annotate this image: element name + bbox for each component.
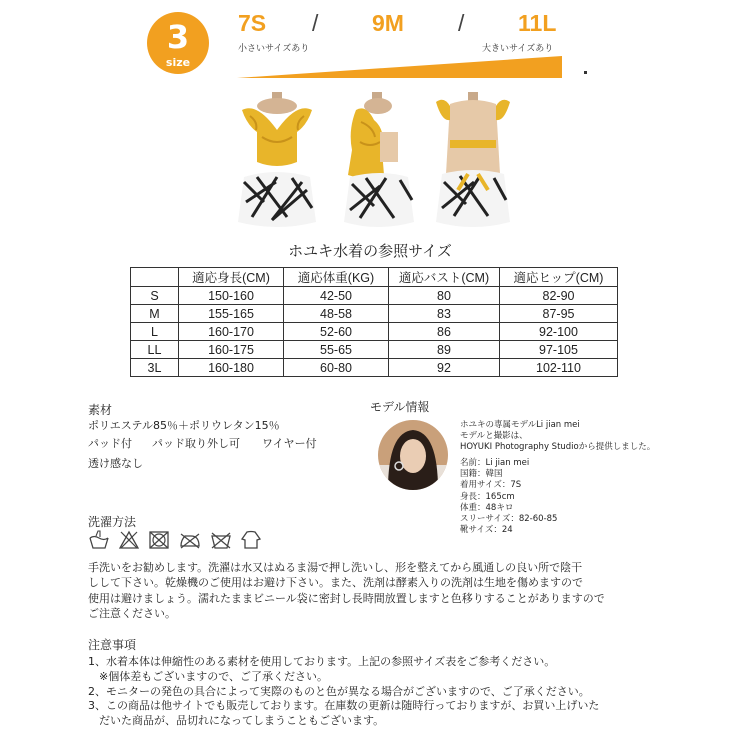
note-line: 3、この商品は他サイトでも販売しております。在庫数の更新は随時行っておりますが、お買い上げいた xyxy=(88,699,600,713)
table-cell: 160-180 xyxy=(179,359,284,377)
model-heading: モデル情報 xyxy=(370,400,430,414)
notes-heading: 注意事項 xyxy=(88,638,137,652)
table-cell: 89 xyxy=(389,341,500,359)
size-chart-table xyxy=(130,267,618,377)
model-intro-line: モデルと撮影は、 xyxy=(460,431,528,442)
material-heading: 素材 xyxy=(88,403,113,417)
note-line: 2、モニターの発色の具合によって実際のものと色が異なる場合がございますので、ご了承ください。 xyxy=(88,684,590,698)
table-header-cell: 適応バスト(CM) xyxy=(389,268,500,287)
table-cell: L xyxy=(131,323,179,341)
size-label-9m: 9M xyxy=(372,10,404,36)
swimsuit-side-photo xyxy=(336,92,426,232)
hand-wash-icon xyxy=(88,530,110,550)
table-header-cell: 適応体重(KG) xyxy=(284,268,389,287)
model-wearing-size: 着用サイズ：7S xyxy=(460,480,522,491)
wire-included: ワイヤー付 xyxy=(262,437,317,450)
table-cell: 102-110 xyxy=(500,359,618,377)
table-row xyxy=(131,359,618,377)
table-header-cell: 適応身長(CM) xyxy=(179,268,284,287)
table-cell: 160-170 xyxy=(179,323,284,341)
pad-included: パッド付 xyxy=(88,437,132,450)
wash-line: ご注意ください。 xyxy=(88,607,176,621)
model-height: 身長：165cm xyxy=(460,491,515,502)
table-cell: 80 xyxy=(389,287,500,305)
wash-heading: 洗濯方法 xyxy=(88,515,137,529)
model-weight: 体重：48キロ xyxy=(460,502,514,513)
model-avatar xyxy=(378,420,448,490)
model-nationality: 国籍：韓国 xyxy=(460,469,503,480)
table-cell: 60-80 xyxy=(284,359,389,377)
model-shoe-size: 靴サイズ：24 xyxy=(460,525,513,536)
badge-number: 3 xyxy=(166,18,190,56)
table-cell: 92 xyxy=(389,359,500,377)
material-composition: ポリエステル85％＋ポリウレタン15％ xyxy=(88,419,280,432)
dot-mark xyxy=(584,71,587,74)
size-scale-wedge xyxy=(237,56,562,78)
table-cell: M xyxy=(131,305,179,323)
model-intro xyxy=(460,420,655,454)
model-name: 名前：Li jian mei xyxy=(460,458,530,468)
table-cell: 83 xyxy=(389,305,500,323)
size-label-11l: 11L xyxy=(518,10,557,36)
table-cell: S xyxy=(131,287,179,305)
size-table-title: ホユキ水着の参照サイズ xyxy=(288,242,452,260)
table-header-cell xyxy=(131,268,179,287)
large-size-note: 大きいサイズあり xyxy=(482,44,554,54)
table-cell: 82-90 xyxy=(500,287,618,305)
table-cell: 86 xyxy=(389,323,500,341)
table-cell: 160-175 xyxy=(179,341,284,359)
wash-line: 使用は避けましょう。濡れたままビニール袋に密封し長時間放置しますと色移りすることがありますので xyxy=(88,591,605,605)
wash-line: しして下さい。乾燥機のご使用はお避け下さい。また、洗剤は酵素入りの洗剤は生地を傷めますので xyxy=(88,576,583,590)
table-row xyxy=(131,341,618,359)
note-line: だいた商品が、品切れになってしまうこともございます。 xyxy=(88,714,385,728)
table-row xyxy=(131,323,618,341)
model-three-sizes: スリーサイズ：82-60-85 xyxy=(460,514,558,525)
table-cell: LL xyxy=(131,341,179,359)
size-label-7s: 7S xyxy=(238,10,267,36)
model-intro-line: HOYUKI Photography Studioから提供しました。 xyxy=(460,442,656,453)
wash-instructions xyxy=(88,560,608,622)
table-row xyxy=(131,287,618,305)
model-intro-line: ホユキの専属モデルLi jian mei xyxy=(460,420,580,430)
size-separator: / xyxy=(458,10,465,36)
table-cell: 52-60 xyxy=(284,323,389,341)
small-size-note: 小さいサイズあり xyxy=(238,44,310,54)
size-separator: / xyxy=(312,10,319,36)
table-cell: 97-105 xyxy=(500,341,618,359)
swimsuit-front-photo xyxy=(232,92,322,232)
model-details xyxy=(460,458,557,536)
shade-dry-icon xyxy=(240,530,262,550)
notes-list xyxy=(88,655,608,729)
pad-removable: パッド取り外し可 xyxy=(152,437,240,450)
table-header-row xyxy=(131,268,618,287)
no-dry-clean-icon xyxy=(210,530,232,550)
table-header-cell: 適応ヒップ(CM) xyxy=(500,268,618,287)
table-cell: 92-100 xyxy=(500,323,618,341)
swimsuit-back-photo xyxy=(428,92,518,232)
table-cell: 3L xyxy=(131,359,179,377)
no-bleach-icon xyxy=(118,530,140,550)
table-cell: 155-165 xyxy=(179,305,284,323)
table-cell: 55-65 xyxy=(284,341,389,359)
wash-line: 手洗いをお勧めします。洗濯は水又はぬるま湯で押し洗いし、形を整えてから風通しの良い所で陰干 xyxy=(88,561,583,574)
no-tumble-dry-icon xyxy=(148,530,170,550)
table-cell: 150-160 xyxy=(179,287,284,305)
table-cell: 87-95 xyxy=(500,305,618,323)
see-through-note: 透け感なし xyxy=(88,457,143,470)
note-line: ※個体差もございますので、ご了承ください。 xyxy=(88,669,328,683)
table-row xyxy=(131,305,618,323)
table-cell: 42-50 xyxy=(284,287,389,305)
size-count-badge xyxy=(147,12,209,74)
wash-icon-row xyxy=(88,530,265,554)
no-iron-icon xyxy=(178,530,202,550)
table-cell: 48-58 xyxy=(284,305,389,323)
note-line: 1、水着本体は伸縮性のある素材を使用しております。上記の参照サイズ表をご参考ください。 xyxy=(88,655,556,668)
badge-word: size xyxy=(165,56,191,69)
